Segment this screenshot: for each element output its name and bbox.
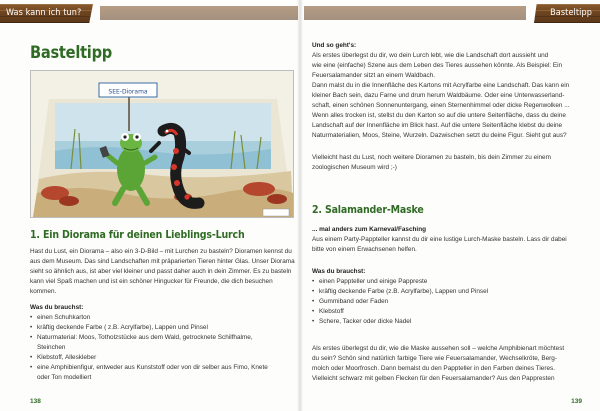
- howto-line: Naturmaterialien, Moos, Steine, Wurzeln. Dazwischen setzt du deine Figur. Sieht gut aus?: [312, 132, 567, 139]
- mask-intro-block: [312, 225, 584, 255]
- diorama-illustration: [30, 70, 294, 218]
- howto-line: Wenn alles trocken ist, stellst du den Karton so auf die untere Seitenfläche, dass du deine: [312, 112, 566, 119]
- mask-line: Als erstes überlegst du dir, wie die Maske aussehen soll – welche Amphibienart möchtest: [312, 345, 565, 352]
- list-item: • Klebstoff: [312, 307, 584, 317]
- page-number-right: 139: [571, 398, 582, 405]
- list-item: • Schere, Tacker oder dicke Nadel: [312, 317, 584, 327]
- howto-line: kleiner Bach sein, dazu Farne und drum herum Waldbäume. Oder eine Unterwasserland-: [312, 92, 565, 99]
- list-item: • einen Pappteller und einige Pappreste: [312, 277, 584, 287]
- left-needs-block: [30, 303, 298, 383]
- museum-block: [312, 153, 584, 173]
- list-item: • kräftig deckende Farbe (z.B. Acrylfarbe), Lappen und Pinsel: [312, 287, 584, 297]
- section2-title: 2. Salamander-Maske: [312, 203, 424, 216]
- list-item: • Naturmaterial: Moos, Totholzstücke aus dem Wald, getrocknete Schilfhalme,: [30, 333, 298, 343]
- howto-line: Dann malst du in die Innenfläche des Kartons mit Acrylfarbe eine Landschaft. Das kann ein: [312, 82, 570, 89]
- list-item: • kräftig deckende Farbe ( z.B. Acrylfarbe), Lappen und Pinsel: [30, 323, 298, 333]
- header-label-right: Basteltipp: [550, 8, 592, 18]
- museum-line: zoologischen Museum wird ;-): [312, 164, 397, 171]
- needs-list: [30, 313, 298, 343]
- mask-steps-block: [312, 344, 584, 384]
- list-item: • Klebstoff, Alleskleber: [30, 353, 298, 363]
- intro-line: Hast du Lust, ein Diorama – also ein 3-D-Bild – mit Lurchen zu basteln? Dioramen kennst du: [30, 248, 292, 255]
- list-item-continuation: oder Ton modelliert: [37, 374, 92, 381]
- section2-subtitle: ... mal anders zum Karneval/Fasching: [312, 226, 427, 233]
- page-title: Basteltipp: [30, 43, 112, 63]
- howto-block: [312, 41, 584, 141]
- diorama-sign-text: SEE-Diorama: [108, 88, 148, 96]
- mask-intro-line: Aus einem Party-Pappteller kannst du dir eine lustige Lurch-Maske basteln. Lass dir dabei: [312, 236, 567, 243]
- museum-line: Vielleicht hast du Lust, noch weitere Dioramen zu basteln, bis dein Zimmer zu einem: [312, 154, 551, 161]
- section1-intro: [30, 247, 298, 297]
- wood-strip: [100, 6, 298, 20]
- list-item: • Gummiband oder Faden: [312, 297, 584, 307]
- howto-line: Als erstes überlegst du dir, wo dein Lurch lebt, wie die Landschaft dort aussieht und: [312, 52, 549, 59]
- mask-line: Vielleicht schwarz mit gelben Flecken für den Feuersalamander? Aus den Pappresten: [312, 375, 555, 382]
- howto-heading: Und so geht's:: [312, 42, 357, 49]
- list-item: • einen Schuhkarton: [30, 313, 298, 323]
- list-item-continuation: Steinchen: [37, 344, 66, 351]
- page-number-left: 138: [30, 398, 41, 405]
- howto-line: Feuersalamander sitzt an einem Waldbach.: [312, 72, 436, 79]
- mask-intro-line: bitte von einem Erwachsenen helfen.: [312, 246, 417, 253]
- needs-heading: Was du brauchst:: [30, 304, 84, 311]
- needs-heading: Was du brauchst:: [312, 268, 366, 275]
- intro-line: aus dem Museum. Das sind Landschaften mit präparierten Tieren hinter Glas. Unser Diorama: [30, 258, 295, 265]
- right-needs-block: [312, 267, 584, 327]
- right-page: [300, 0, 600, 411]
- howto-line: wie eine (einfache) Szene aus dem Leben des Tieres aussehen könnte. Als Beispiel: Ein: [312, 62, 563, 69]
- list-item: • eine Amphibienfigur, entweder aus Kunststoff oder von dir selber aus Fimo, Knete: [30, 363, 298, 373]
- wood-strip: [304, 6, 526, 20]
- header-label-left: Was kann ich tun?: [6, 8, 82, 18]
- mask-line: du sein? Schön sind natürlich farbige Tiere wie Feuersalamander, Wechselkröte, Berg-: [312, 355, 557, 362]
- howto-line: Landschaft auf der Innenfläche im Blick hast. Auf die untere Seitenfläche klebst du deine: [312, 122, 563, 129]
- needs-list: [312, 277, 584, 327]
- section1-title: 1. Ein Diorama für deinen Lieblings-Lurch: [30, 228, 245, 241]
- diorama-drawing: [31, 71, 294, 218]
- intro-line: kann viel Spaß machen und ist ein schöner Hingucker für Freunde, die dich besuchen kommen.: [30, 278, 273, 295]
- mask-line: molch oder Moorfrosch. Dann bemalst du den Pappteller in den Farben deines Tieres.: [312, 365, 555, 372]
- intro-line: sieht so ähnlich aus, ist aber viel kleiner und passt daher auch in dein Zimmer. Es zu basteln: [30, 268, 292, 275]
- howto-line: schaft, einen schönen Sonnenuntergang, einen Sternenhimmel oder dicke Regenwolken ...: [312, 102, 570, 109]
